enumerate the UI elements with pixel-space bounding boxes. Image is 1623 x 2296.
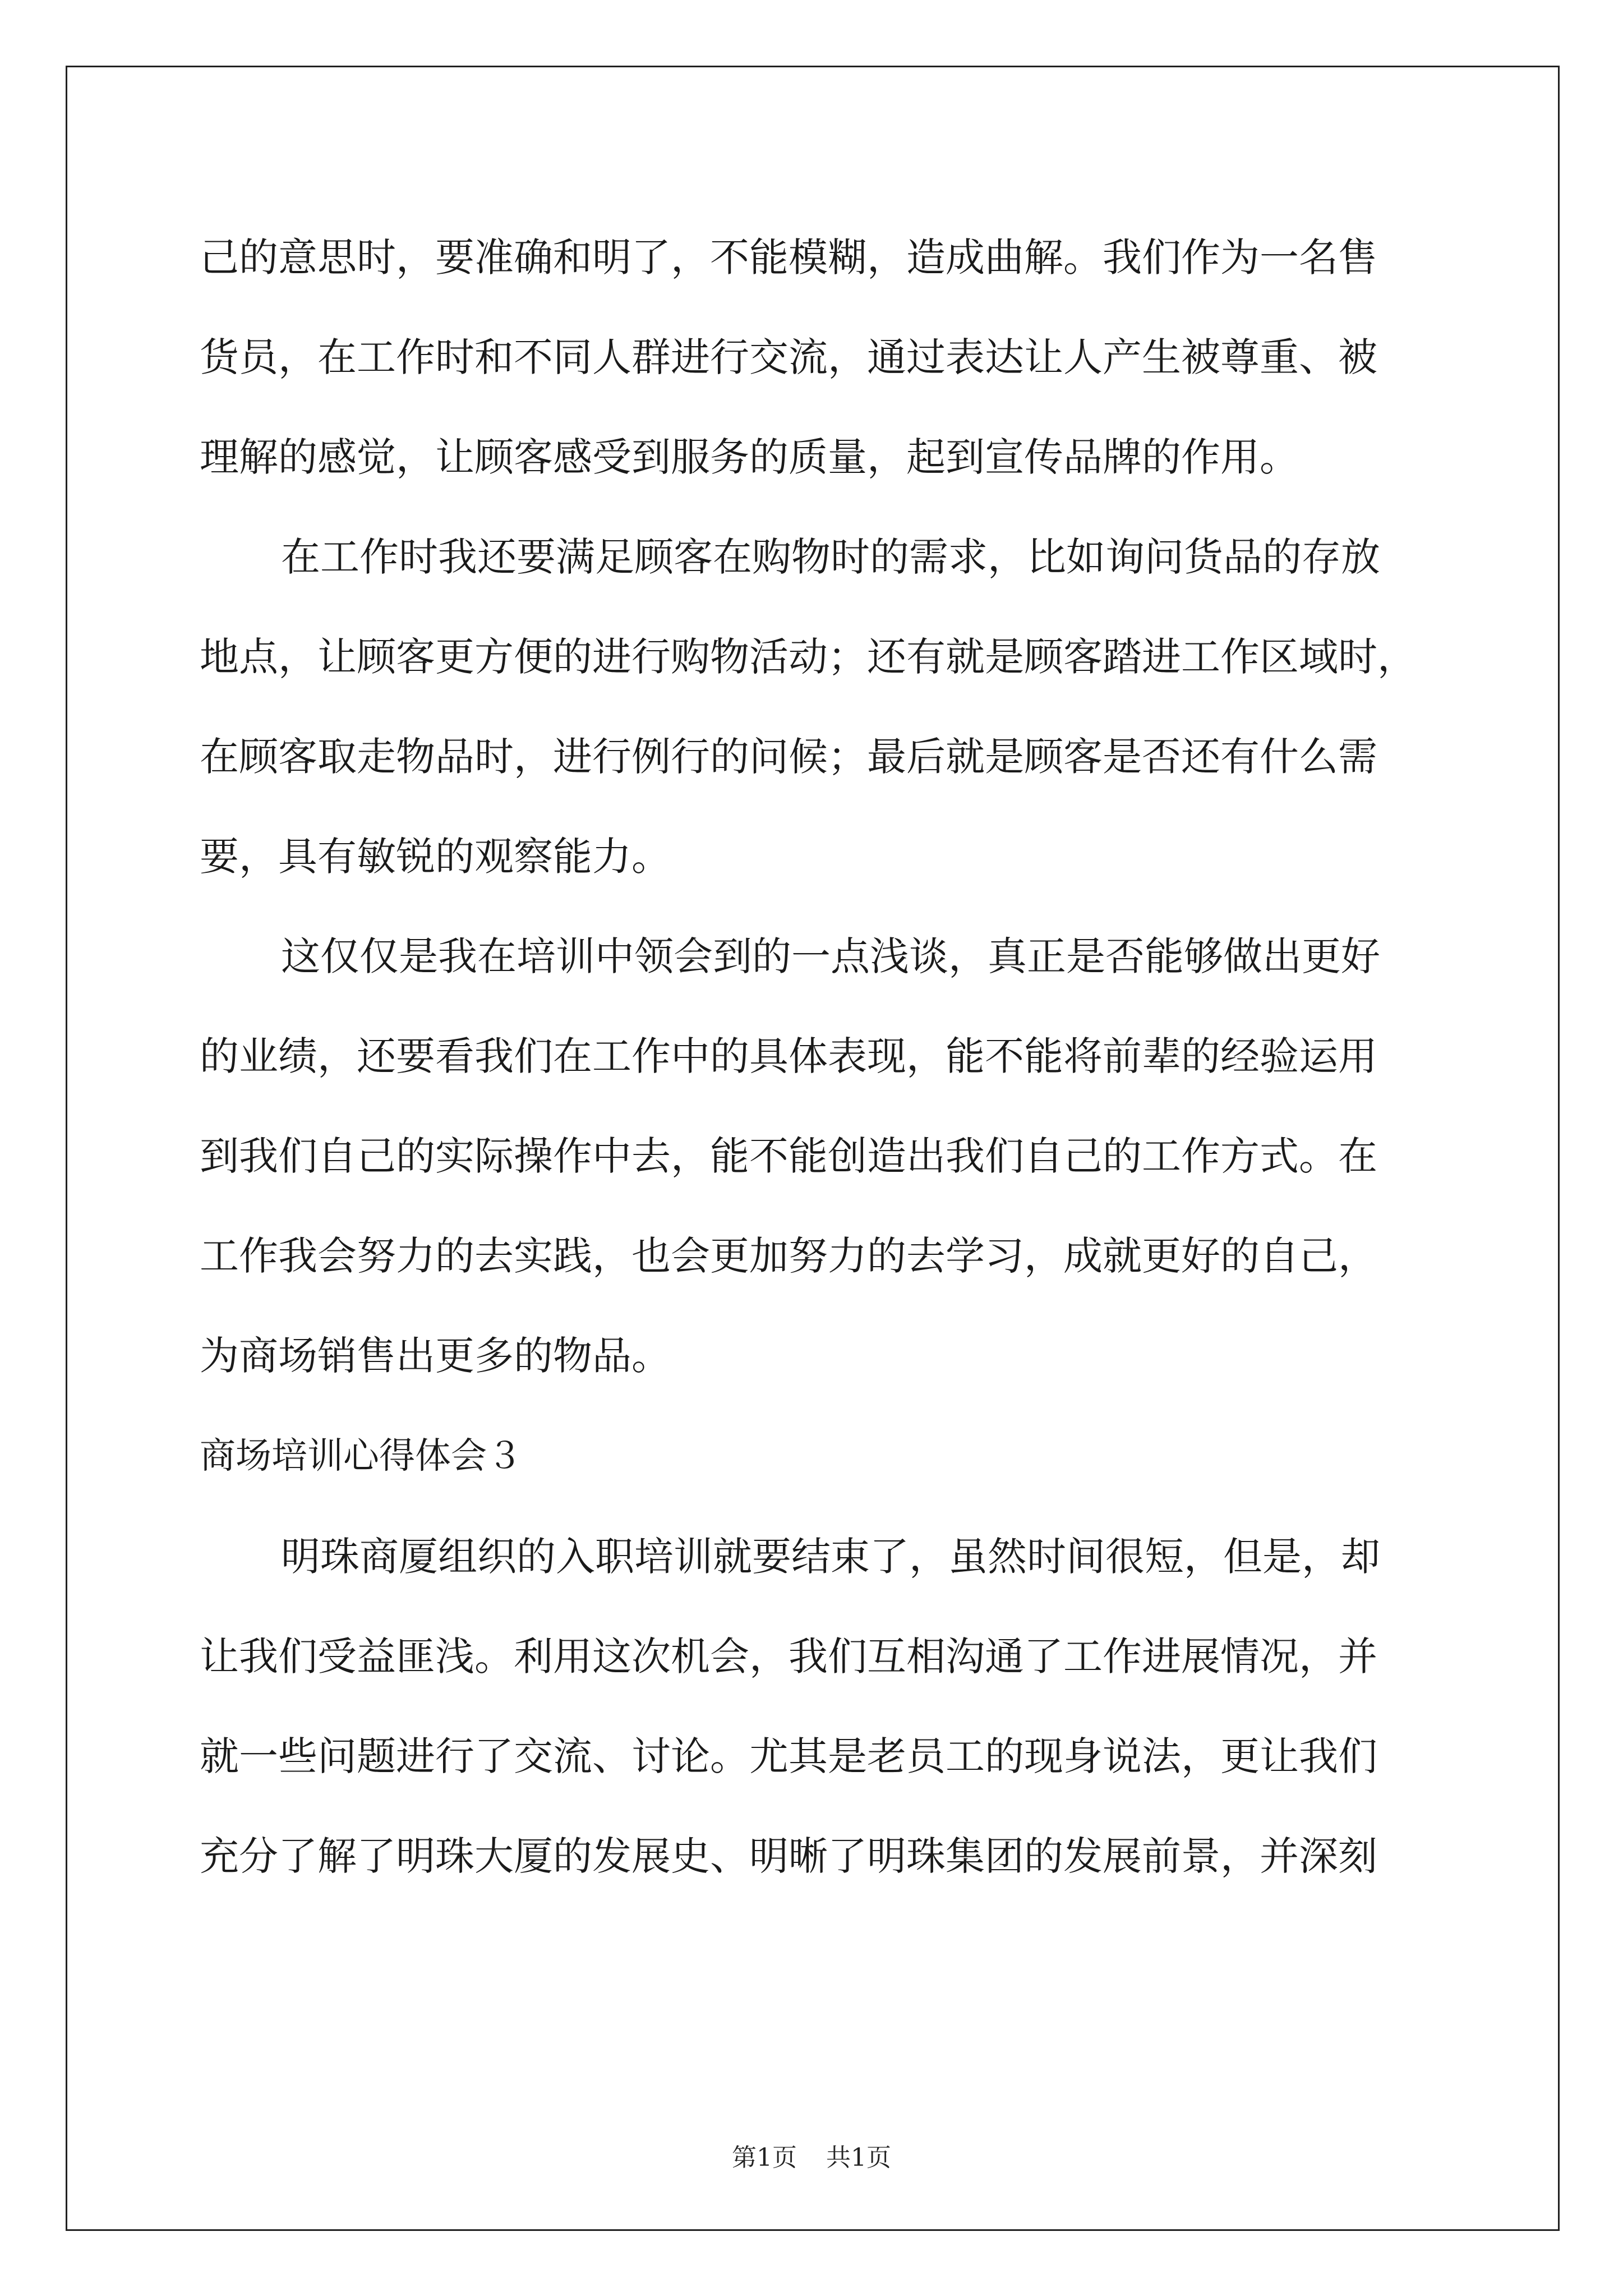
text-line: 要，具有敏锐的观察能力。 [200,834,671,880]
paragraph [200,208,1422,507]
text-line: 就一些问题进行了交流、讨论。尤其是老员工的现身说法，更让我们 [200,1733,1377,1779]
text-line: 让我们受益匪浅。利用这次机会，我们互相沟通了工作进展情况，并 [200,1634,1377,1680]
text-line: 明珠商厦组织的入职培训就要结束了，虽然时间很短，但是，却 [281,1534,1380,1580]
paragraph [200,1507,1422,1906]
text-line: 的业绩，还要看我们在工作中的具体表现，能不能将前辈的经验运用 [200,1033,1377,1079]
text-line: 在顾客取走物品时，进行例行的问候；最后就是顾客是否还有什么需 [200,734,1377,780]
text-line: 充分了解了明珠大厦的发展史、明晰了明珠集团的发展前景，并深刻 [200,1833,1377,1879]
section-heading: 商场培训心得体会３ [200,1435,523,1477]
text-line: 到我们自己的实际操作中去，能不能创造出我们自己的工作方式。在 [200,1133,1377,1179]
text-line: 为商场销售出更多的物品。 [200,1333,671,1379]
paragraph [200,907,1422,1406]
page-number: 第1页 [732,2143,797,2172]
page-total: 共1页 [826,2143,891,2172]
text-line: 在工作时我还要满足顾客在购物时的需求，比如询问货品的存放 [281,534,1380,580]
text-line: 货员，在工作时和不同人群进行交流，通过表达让人产生被尊重、被 [200,334,1377,380]
page-footer [0,2137,1623,2173]
document-body [200,208,1422,1906]
text-line: 己的意思时，要准确和明了，不能模糊，造成曲解。我们作为一名售 [200,234,1377,280]
paragraph [200,507,1422,907]
text-line: 这仅仅是我在培训中领会到的一点浅谈，真正是否能够做出更好 [281,933,1380,979]
text-line: 工作我会努力的去实践，也会更加努力的去学习，成就更好的自己， [200,1233,1377,1279]
text-line: 地点，让顾客更方便的进行购物活动；还有就是顾客踏进工作区域时， [200,634,1417,680]
text-line: 理解的感觉，让顾客感受到服务的质量，起到宣传品牌的作用。 [200,434,1299,480]
